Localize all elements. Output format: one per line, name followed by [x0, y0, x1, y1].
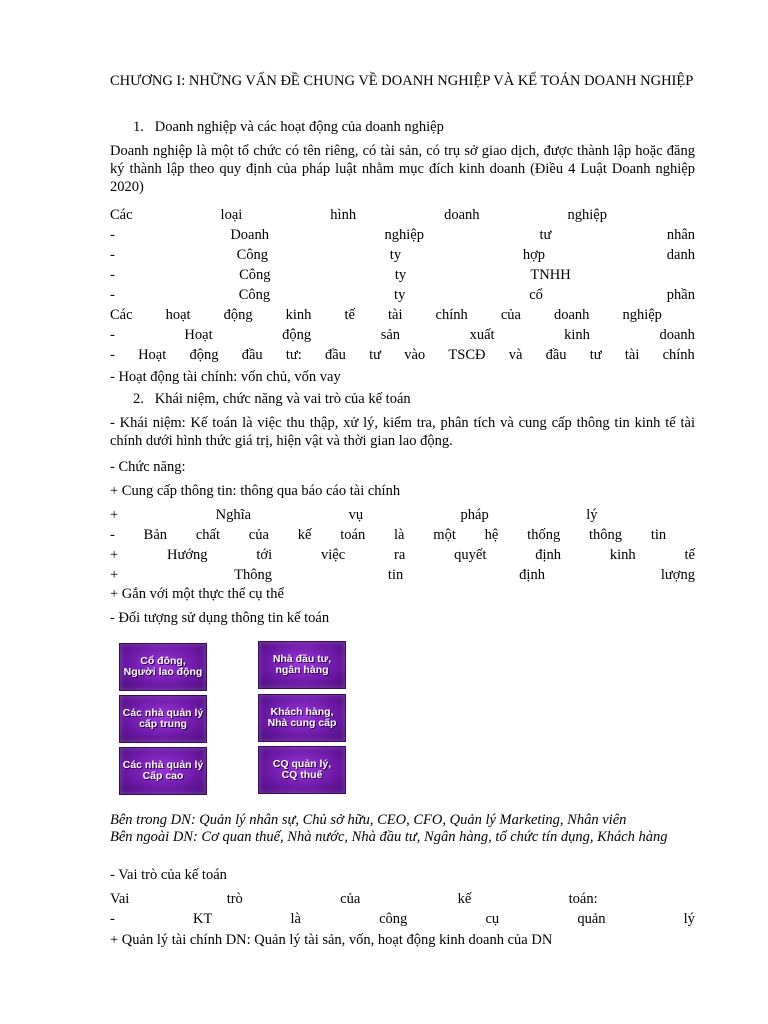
- word: công: [379, 911, 408, 927]
- word: lượng: [660, 567, 695, 583]
- type-item-llc: [110, 266, 695, 284]
- word: động: [223, 307, 253, 323]
- word: kinh: [609, 547, 636, 563]
- word: đầu: [324, 347, 346, 363]
- user-box-middle-managers: Các nhà quản lý cấp trung: [119, 695, 207, 743]
- function-label: - Chức năng:: [110, 459, 186, 475]
- word: tài: [388, 307, 403, 323]
- definition-paragraph: Doanh nghiệp là một tổ chức có tên riêng, có tài sản, có trụ sở giao dịch, được thành lập hoặc đăng ký thành lập theo quy định của pháp luật nhằm mục đích kinh doanh (Điều 4 Luật Doanh nghiệp 2020): [110, 143, 695, 195]
- word: ra: [394, 547, 406, 563]
- word: Công: [236, 247, 269, 263]
- role-finance-line: + Quản lý tài chính DN: Quản lý tài sản, vốn, hoạt động kinh doanh của DN: [110, 932, 553, 948]
- function-row-decision: [110, 546, 695, 564]
- word: TSCĐ: [448, 347, 486, 363]
- business-types-line: [110, 206, 695, 224]
- role-label: - Vai trò của kế toán: [110, 867, 227, 883]
- role-line: [110, 890, 695, 908]
- user-box-customers: Khách hàng, Nhà cung cấp: [258, 694, 346, 742]
- function-row-essence: [110, 526, 695, 544]
- word: doanh: [553, 307, 590, 323]
- user-box-investors: Nhà đầu tư, ngân hàng: [258, 641, 346, 689]
- word: toán: [340, 527, 366, 543]
- section1-heading: 1. Doanh nghiệp và các hoạt động của doanh nghiệp: [133, 119, 444, 135]
- word: tư: [539, 227, 552, 243]
- word: tư: [589, 347, 602, 363]
- word: đầu: [241, 347, 263, 363]
- concept-paragraph: - Khái niệm: Kế toán là việc thu thập, xử lý, kiểm tra, phân tích và cung cấp thông tin kinh tế tài chính dưới hình thức giá trị, hiện vật và thời gian lao động.: [110, 415, 695, 449]
- word: và: [508, 347, 523, 363]
- word: của: [500, 307, 521, 323]
- word: tư: [369, 347, 382, 363]
- word: kinh: [285, 307, 312, 323]
- word: là: [394, 527, 405, 543]
- function-provide-info: + Cung cấp thông tin: thông qua báo cáo tài chính: [110, 483, 401, 499]
- word: Các: [110, 307, 133, 323]
- word: tài: [624, 347, 640, 363]
- outside-users-text: Bên ngoài DN: Cơ quan thuế, Nhà nước, Nhà đầu tư, Ngân hàng, tổ chức tín dụng, Khách hàng: [110, 829, 668, 845]
- word: tư:: [285, 347, 302, 363]
- word: Công: [238, 287, 271, 303]
- word: nhân: [666, 227, 695, 243]
- word: một: [433, 527, 456, 543]
- word: Hoạt: [138, 347, 167, 363]
- word: +: [110, 547, 119, 563]
- word: Bản: [143, 527, 168, 543]
- word: doanh: [444, 207, 480, 223]
- type-item-partnership: [110, 246, 695, 264]
- word: +: [110, 567, 119, 583]
- word: Hoạt: [184, 327, 213, 343]
- word: -: [110, 227, 115, 243]
- section2-heading: 2. Khái niệm, chức năng và vai trò của kế toán: [133, 391, 411, 407]
- finance-activity-line: - Hoạt động tài chính: vốn chủ, vốn vay: [110, 369, 341, 385]
- word: tin: [650, 527, 667, 543]
- word: KT: [193, 911, 213, 927]
- function-row-legal: [110, 506, 695, 524]
- chapter-title: CHƯƠNG I: NHỮNG VẤN ĐỀ CHUNG VỀ DOANH NGHIỆP VÀ KẾ TOÁN DOANH NGHIỆP: [110, 73, 694, 89]
- word: -: [110, 287, 115, 303]
- word: vào: [404, 347, 426, 363]
- word: -: [110, 267, 115, 283]
- word: định: [535, 547, 561, 563]
- user-box-shareholders: Cổ đông, Người lao động: [119, 643, 207, 691]
- word: hoạt: [165, 307, 191, 323]
- inside-users-text: Bên trong DN: Quản lý nhân sự, Chủ sở hữu, CEO, CFO, Quản lý Marketing, Nhân viên: [110, 812, 627, 828]
- word: thống: [527, 527, 561, 543]
- word: tới: [256, 547, 273, 563]
- word: Vai: [110, 891, 130, 907]
- word: chính: [662, 347, 695, 363]
- word: ty: [389, 247, 402, 263]
- word: lý: [683, 911, 695, 927]
- word: -: [110, 247, 115, 263]
- word: cổ: [529, 287, 543, 303]
- word: lý: [586, 507, 598, 523]
- word: -: [110, 347, 115, 363]
- word: của: [248, 527, 269, 543]
- word: danh: [666, 247, 695, 263]
- word: của: [340, 891, 361, 907]
- word: doanh: [659, 327, 695, 343]
- word: động: [189, 347, 219, 363]
- users-label: - Đối tượng sử dụng thông tin kế toán: [110, 610, 330, 626]
- word: động: [282, 327, 312, 343]
- word: quản: [577, 911, 606, 927]
- word: đầu: [545, 347, 567, 363]
- word: tế: [344, 307, 355, 323]
- word: Hướng: [167, 547, 208, 563]
- word: ty: [394, 287, 406, 303]
- word: chất: [195, 527, 220, 543]
- word: xuất: [469, 327, 495, 343]
- user-box-tax-authority: CQ quản lý, CQ thuế: [258, 746, 346, 794]
- word: kế: [457, 891, 472, 907]
- word: nghiệp: [622, 307, 662, 323]
- role-tool-line: [110, 910, 695, 928]
- word: ty: [394, 267, 407, 283]
- word: hình: [330, 207, 357, 223]
- word: phần: [666, 287, 695, 303]
- word: tin: [387, 567, 404, 583]
- word: toán:: [568, 891, 598, 907]
- word: nghiệp: [567, 207, 607, 223]
- word: vụ: [348, 507, 364, 523]
- word: kế: [297, 527, 312, 543]
- word: trò: [226, 891, 243, 907]
- word: tế: [684, 547, 695, 563]
- function-specific-entity: + Gắn với một thực thể cụ thể: [110, 586, 284, 602]
- word: TNHH: [530, 267, 571, 283]
- word: pháp: [460, 507, 489, 523]
- function-row-quantitative: [110, 566, 695, 584]
- word: -: [110, 327, 115, 343]
- word: kinh: [564, 327, 590, 343]
- word: định: [519, 567, 545, 583]
- word: cụ: [485, 911, 500, 927]
- word: hợp: [522, 247, 546, 263]
- word: sản: [380, 327, 401, 343]
- activities-line: [110, 306, 695, 324]
- type-item-sole-proprietorship: [110, 226, 695, 244]
- word: Công: [239, 267, 271, 283]
- word: -: [110, 527, 115, 543]
- word: việc: [321, 547, 346, 563]
- word: là: [290, 911, 301, 927]
- word: quyết: [454, 547, 487, 563]
- word: Doanh: [230, 227, 269, 243]
- word: chính: [435, 307, 468, 323]
- word: loại: [220, 207, 243, 223]
- user-box-senior-managers: Các nhà quản lý Cấp cao: [119, 747, 207, 795]
- word: Nghĩa: [215, 507, 252, 523]
- word: hệ: [484, 527, 499, 543]
- word: Các: [110, 207, 133, 223]
- word: +: [110, 507, 119, 523]
- word: thông: [589, 527, 623, 543]
- type-item-joint-stock: [110, 286, 695, 304]
- word: -: [110, 911, 115, 927]
- activity-item-investment: [110, 346, 695, 364]
- activity-item-production: [110, 326, 695, 344]
- word: nghiệp: [384, 227, 424, 243]
- word: Thông: [234, 567, 272, 583]
